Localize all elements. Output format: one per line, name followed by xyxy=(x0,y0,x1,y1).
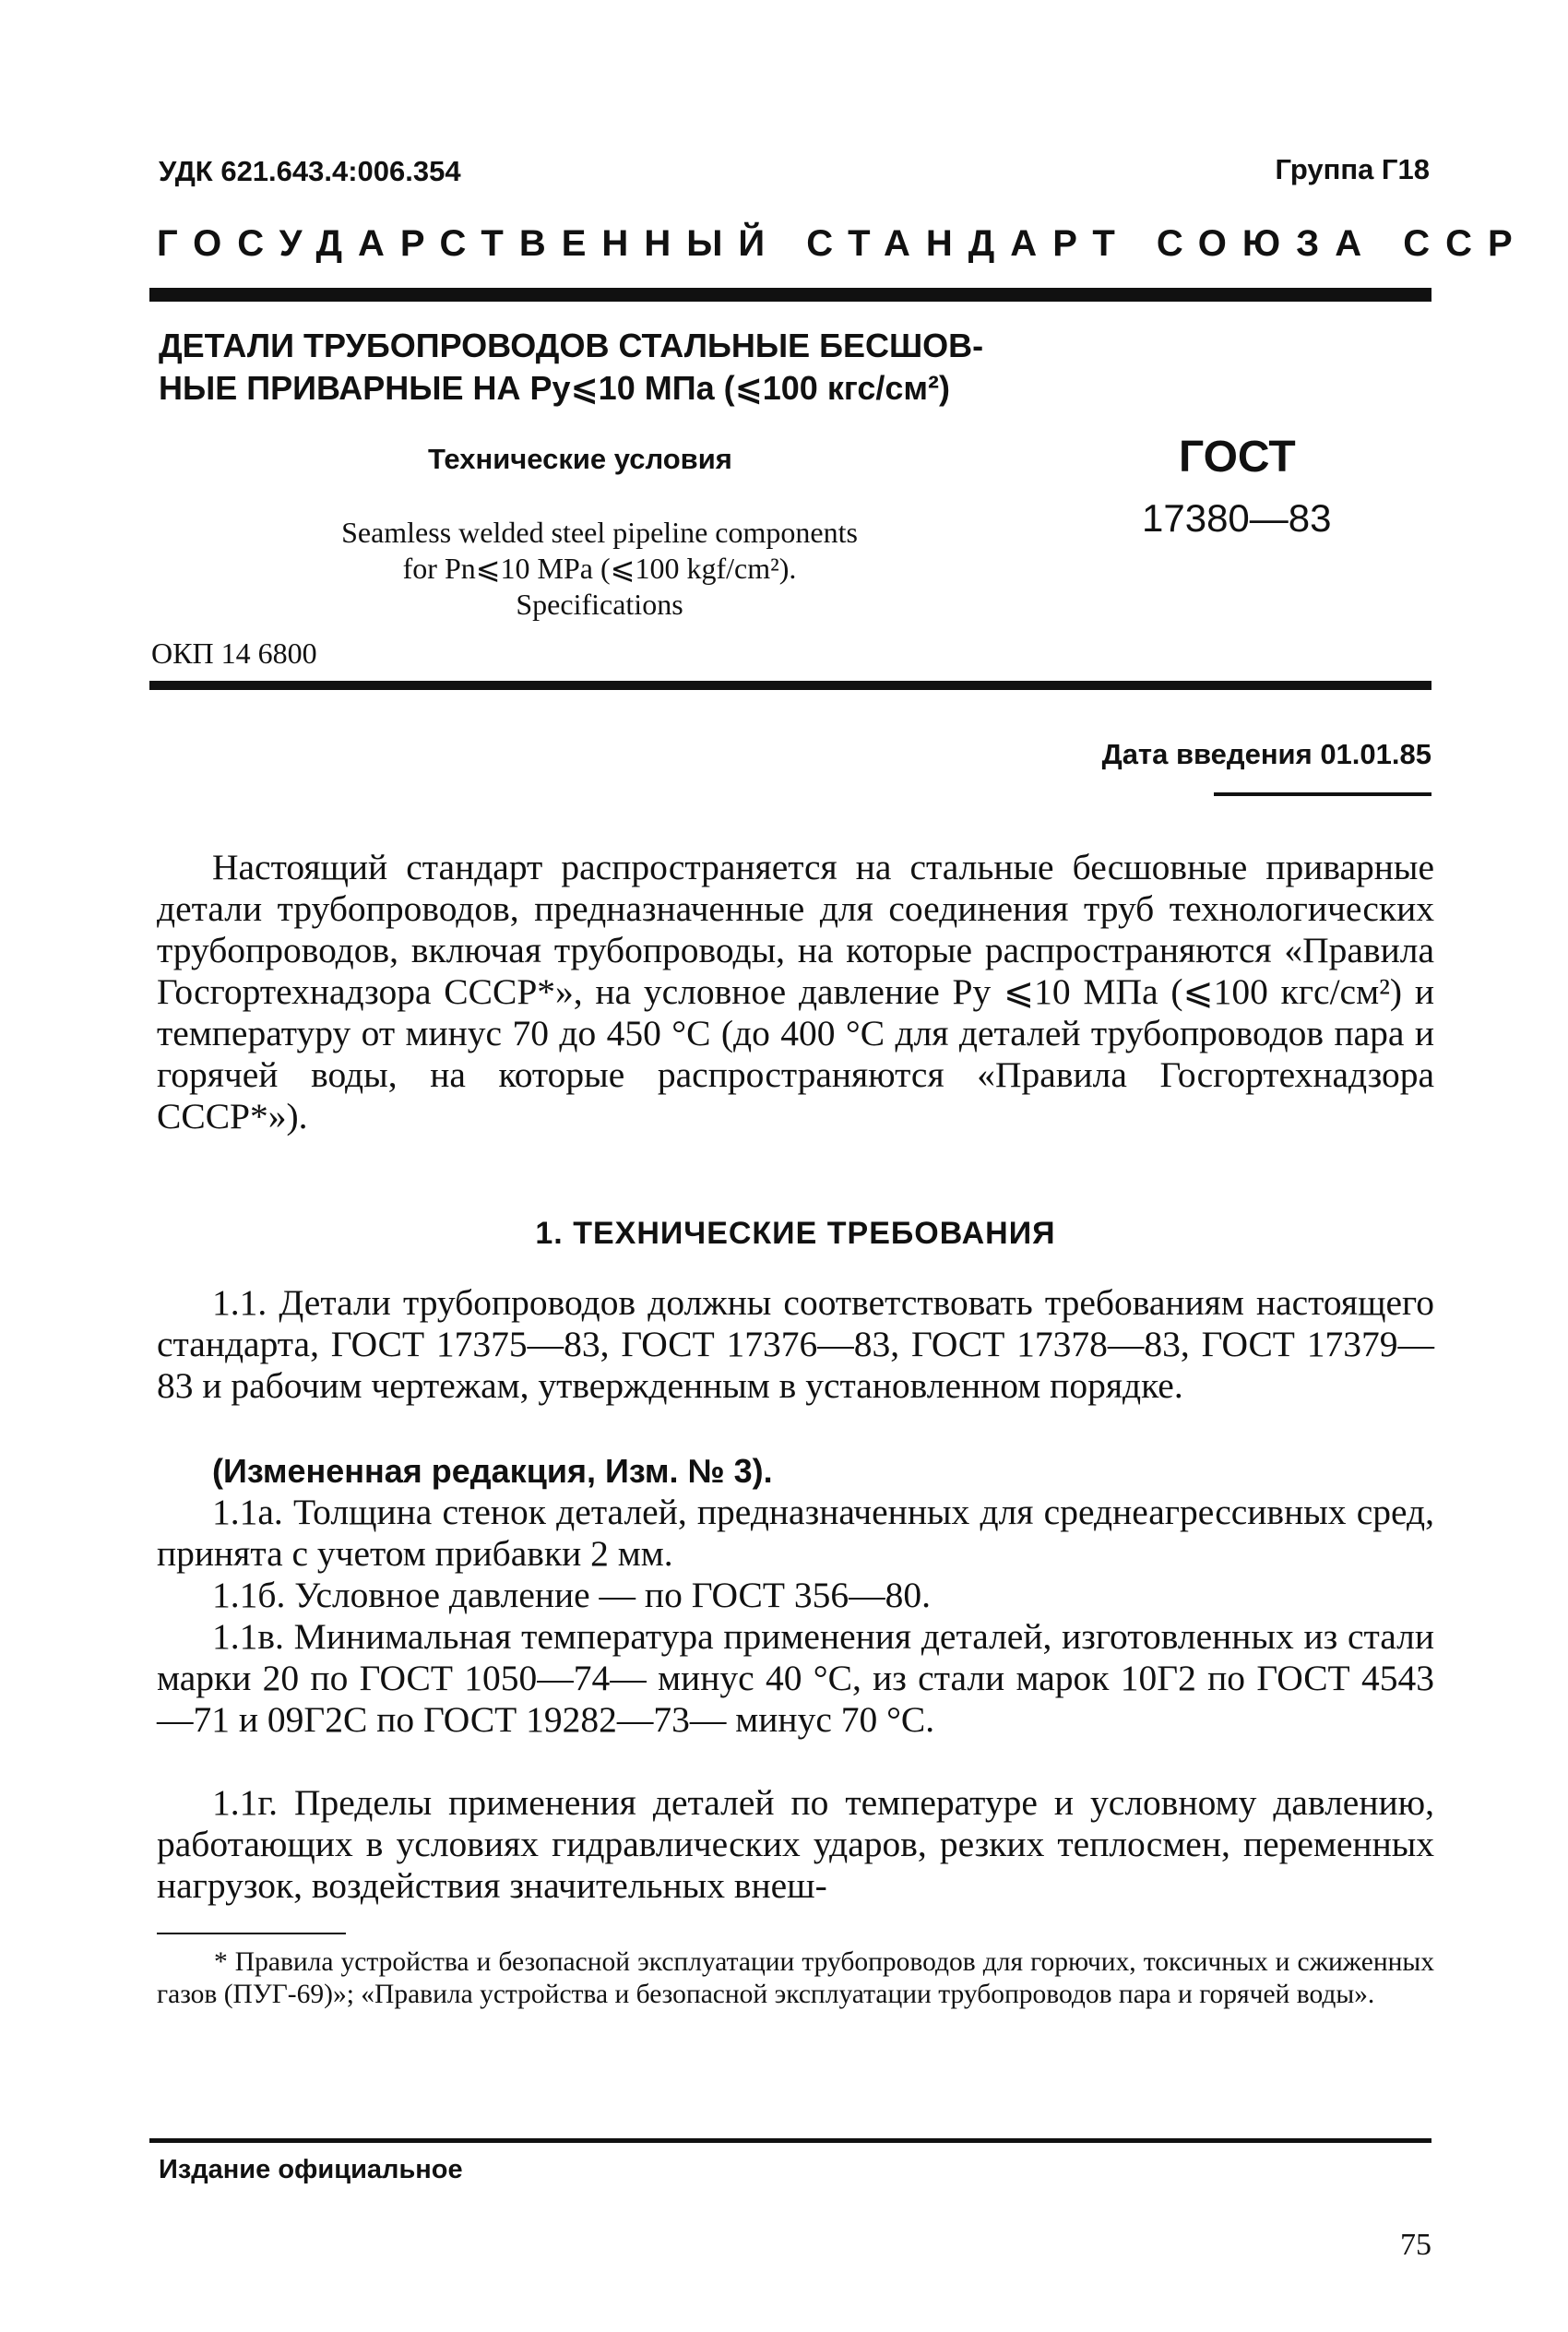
paragraph-1-1v: 1.1в. Минимальная температура применения деталей, изготовленных из стали марки 20 по ГОСТ 1050—74— минус 40 °С, из стали марок 10Г2 по ГОСТ 4543—71 и 09Г2С по ГОСТ 19282—73— минус 70 °С. xyxy=(157,1616,1434,1740)
date-underline xyxy=(1214,792,1431,796)
title-line-1: ДЕТАЛИ ТРУБОПРОВОДОВ СТАЛЬНЫЕ БЕСШОВ- xyxy=(159,327,984,364)
group-code: Группа Г18 xyxy=(1275,153,1430,185)
intro-paragraph: Настоящий стандарт распространяется на стальные бесшовные приварные детали трубопроводов, предназначенные для соединения труб технологических трубопроводов, включая трубопроводы, на которые распространяются «Правила Госгортехнадзора СССР*», на условное давление Pу ⩽10 МПа (⩽100 кгс/см²) и температуру от минус 70 до 450 °С (до 400 °С для деталей трубопроводов пара и горячей воды, на которые распространяются «Правила Госгортехнадзора СССР*»). xyxy=(157,847,1434,1136)
english-title-line: Seamless welded steel pipeline components xyxy=(341,516,858,549)
state-standard-heading: ГОСУДАРСТВЕННЫЙ СТАНДАРТ СОЮЗА ССР xyxy=(157,223,1528,264)
title-divider xyxy=(149,681,1431,690)
intro-date: Дата введения 01.01.85 xyxy=(1101,738,1431,770)
footnote: * Правила устройства и безопасной эксплуатации трубопроводов для горючих, токсичных и сжиженных газов (ПУГ-69)»; «Правила устройства и безопасной эксплуатации трубопроводов пара и горячей воды». xyxy=(157,1947,1434,2009)
page-number: 75 xyxy=(1400,2228,1431,2262)
paragraph-1-1a: 1.1а. Толщина стенок деталей, предназначенных для среднеагрессивных сред, принята с учетом прибавки 2 мм. xyxy=(157,1492,1434,1574)
udk-code: УДК 621.643.4:006.354 xyxy=(159,155,461,187)
footer-divider xyxy=(149,2138,1431,2143)
title-line-2: НЫЕ ПРИВАРНЫЕ НА Pу⩽10 МПа (⩽100 кгс/см²) xyxy=(159,369,951,407)
paragraph-1-1g: 1.1г. Пределы применения деталей по температуре и условному давлению, работающих в условиях гидравлических ударов, резких теплосмен, переменных нагрузок, воздействия значительных внеш- xyxy=(157,1782,1434,1906)
document-title xyxy=(159,325,1081,410)
english-title xyxy=(221,515,978,623)
gost-number: 17380—83 xyxy=(1142,496,1332,540)
edition-label: Издание официальное xyxy=(159,2155,463,2184)
section-heading: 1. ТЕХНИЧЕСКИЕ ТРЕБОВАНИЯ xyxy=(535,1216,1056,1251)
amendment-note: (Измененная редакция, Изм. № 3). xyxy=(212,1452,773,1490)
english-title-line: Specifications xyxy=(516,588,683,621)
okp-code: ОКП 14 6800 xyxy=(151,637,317,670)
english-title-line: for Pn⩽10 MPa (⩽100 kgf/cm²). xyxy=(402,552,797,585)
header-divider xyxy=(149,288,1431,302)
gost-label: ГОСТ xyxy=(1179,433,1296,482)
paragraph-1-1b: 1.1б. Условное давление — по ГОСТ 356—80. xyxy=(212,1575,932,1615)
paragraph-1-1: 1.1. Детали трубопроводов должны соответствовать требованиям настоящего стандарта, ГОСТ 17375—83, ГОСТ 17376—83, ГОСТ 17378—83, ГОСТ 17379—83 и рабочим чертежам, утвержденным в установленном порядке. xyxy=(157,1282,1434,1406)
footnote-divider xyxy=(157,1933,346,1934)
document-subtitle: Технические условия xyxy=(428,443,732,475)
